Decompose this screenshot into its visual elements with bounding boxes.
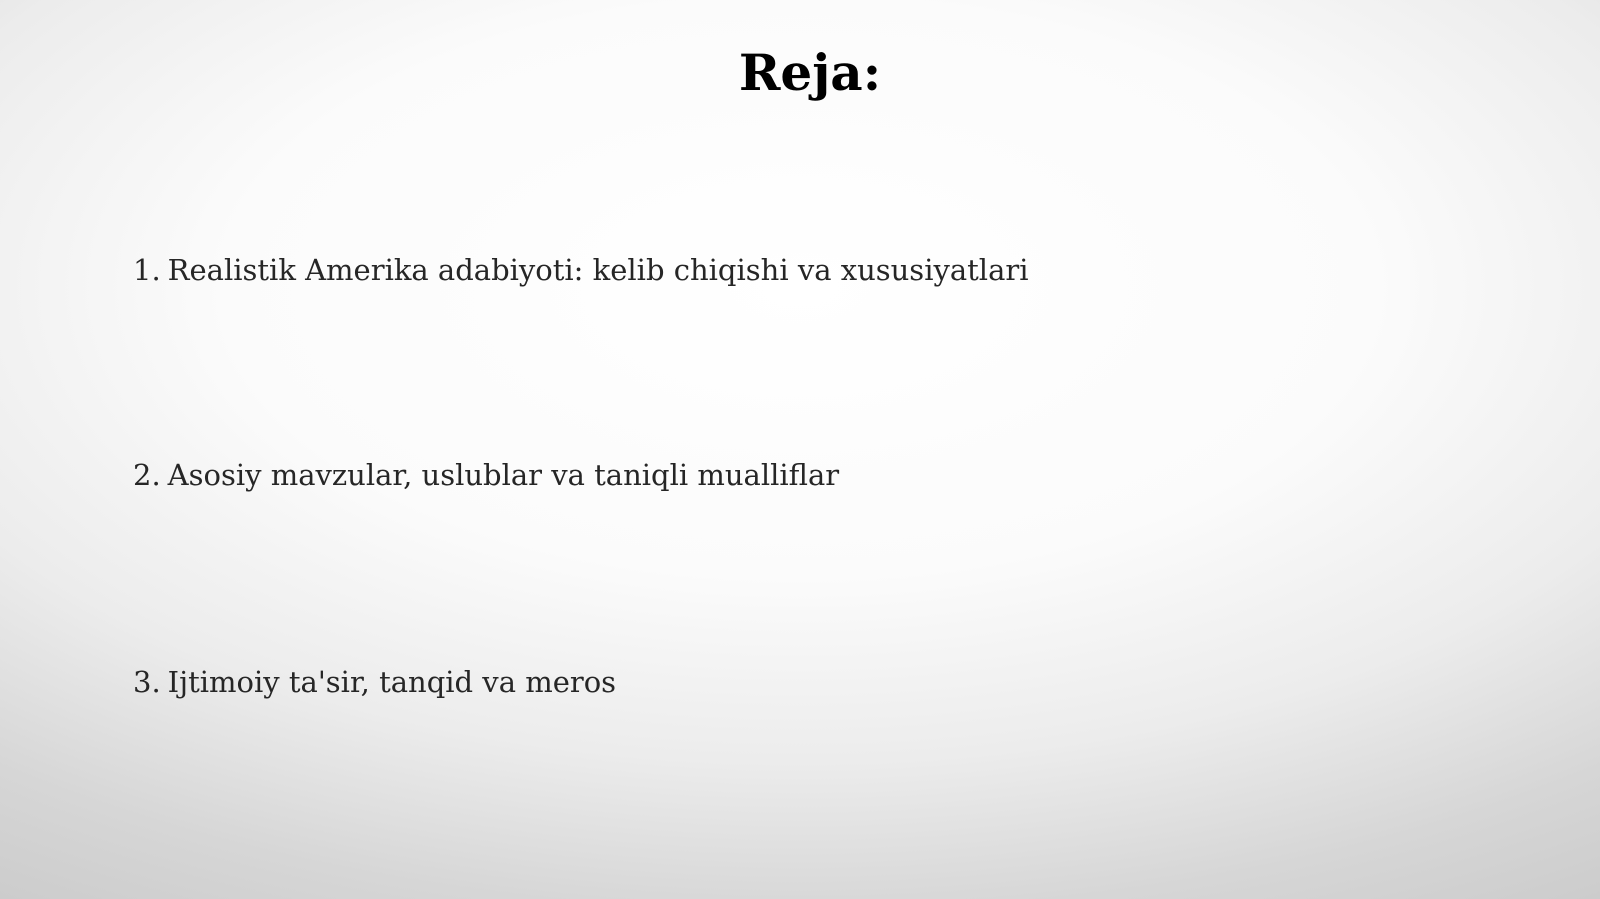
slide-title: Reja: bbox=[738, 43, 882, 102]
agenda-item-number: 1. bbox=[133, 253, 161, 287]
agenda-item-number: 3. bbox=[133, 665, 161, 699]
agenda-item-text: Ijtimoiy ta'sir, tanqid va meros bbox=[167, 665, 617, 699]
agenda-item-2 bbox=[133, 456, 839, 494]
agenda-item-1 bbox=[133, 251, 1029, 289]
agenda-item-number: 2. bbox=[133, 458, 161, 492]
agenda-item-3 bbox=[133, 663, 616, 701]
agenda-item-text: Realistik Amerika adabiyoti: kelib chiqishi va xususiyatlari bbox=[167, 253, 1029, 287]
agenda-item-text: Asosiy mavzular, uslublar va taniqli mualliflar bbox=[167, 458, 840, 492]
